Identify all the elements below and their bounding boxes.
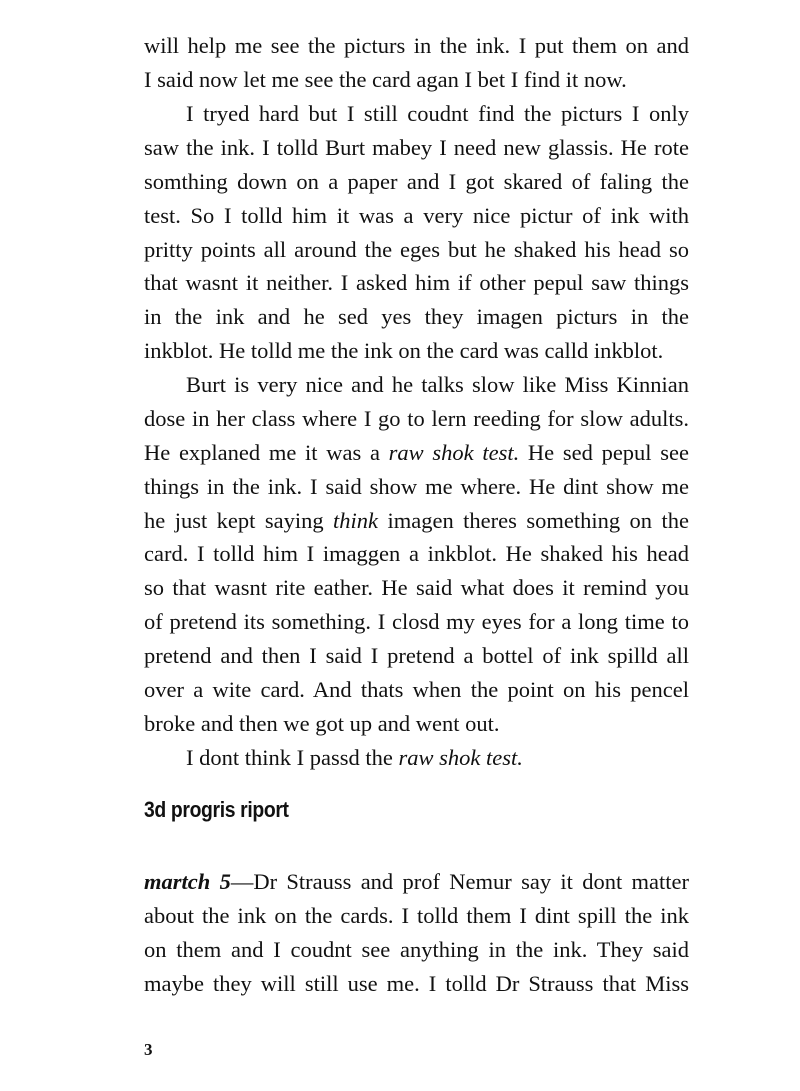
text-run: He explaned me it was a — [144, 439, 389, 465]
italic-term: raw shok test. — [388, 439, 520, 465]
paragraph-burt — [144, 368, 689, 741]
section-heading — [144, 790, 308, 830]
text-line — [144, 741, 689, 775]
text-line: will help me see the picturs in the ink. I put them on and — [144, 33, 689, 58]
text-line: dose in her class where I go to lern reeding for slow adults. — [144, 405, 689, 431]
text-line: broke and then we got up and went out. — [144, 710, 500, 736]
text-line: saw the ink. I tolld Burt mabey I need new glassis. He rote — [144, 134, 689, 160]
text-line: in the ink and he sed yes they imagen picturs in the — [144, 304, 689, 330]
paragraph-entry — [144, 865, 689, 1001]
text-run: He sed pepul see — [519, 439, 689, 465]
text-line: on them and I coudnt see anything in the ink. They said — [144, 936, 689, 962]
text-line — [144, 865, 689, 899]
entry-date: martch 5 — [144, 869, 231, 894]
text-line: somthing down on a paper and I got skared of faling the — [144, 168, 689, 194]
text-line — [144, 504, 689, 538]
text-line: about the ink on the cards. I tolld them I dint spill the ink — [144, 902, 689, 928]
text-line: test. So I tolld him it was a very nice pictur of ink with — [144, 202, 689, 228]
text-line: I tryed hard but I still coudnt find the picturs I only — [186, 101, 689, 126]
text-line: over a wite card. And thats when the point on his pencel — [144, 677, 689, 703]
text-line: pretend and then I said I pretend a bottel of ink spilld all — [144, 643, 689, 669]
paragraph-continued — [144, 29, 689, 97]
text-line: that wasnt it neither. I asked him if other pepul saw things — [144, 270, 689, 296]
italic-term: think — [333, 507, 379, 533]
italic-term: raw shok test. — [398, 745, 523, 770]
text-line: Burt is very nice and he talks slow like Miss Kinnian — [186, 372, 689, 397]
text-line: card. I tolld him I imaggen a inkblot. He shaked his head — [144, 541, 689, 567]
paragraph-passd — [144, 741, 689, 775]
section-heading-text: 3d progris riport — [144, 797, 289, 822]
text-line — [144, 436, 689, 470]
paragraph-inkblot — [144, 97, 689, 368]
text-run: I dont think I passd the — [186, 745, 399, 770]
text-line: pritty points all around the eges but he shaked his head so — [144, 236, 689, 262]
text-run: imagen theres something on the — [378, 507, 689, 533]
text-run: —Dr Strauss and prof Nemur say it dont matter — [230, 869, 689, 894]
text-run: he just kept saying — [144, 507, 334, 533]
text-line: things in the ink. I said show me where. He dint show me — [144, 473, 689, 499]
text-line: so that wasnt rite eather. He said what does it remind you — [144, 575, 689, 601]
text-line: inkblot. He tolld me the ink on the card was calld inkblot. — [144, 338, 664, 364]
text-line: maybe they will still use me. I tolld Dr Strauss that Miss — [144, 970, 689, 996]
text-line: I said now let me see the card agan I bet I find it now. — [144, 66, 627, 92]
page-number: 3 — [144, 1040, 153, 1059]
text-line: of pretend its something. I closd my eyes for a long time to — [144, 609, 689, 635]
